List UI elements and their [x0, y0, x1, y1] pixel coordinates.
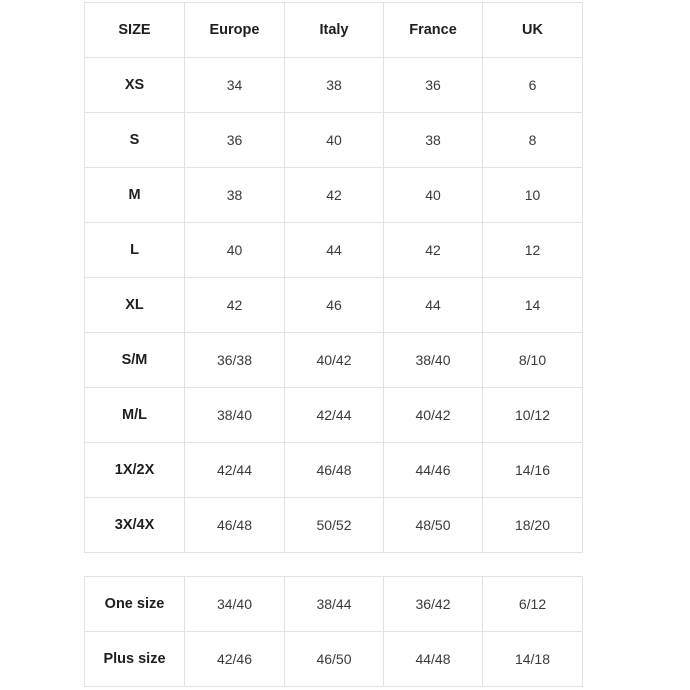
- secondary-size-table: [84, 576, 583, 687]
- cell-size: 3X/4X: [85, 498, 185, 553]
- table-row: [85, 333, 583, 388]
- table-row: [85, 498, 583, 553]
- table-row: [85, 443, 583, 498]
- table-row: [85, 388, 583, 443]
- cell-france: 36: [384, 58, 483, 113]
- table-row: [85, 223, 583, 278]
- column-header-france: France: [384, 3, 483, 58]
- cell-italy: 42: [285, 168, 384, 223]
- cell-uk: 18/20: [483, 498, 583, 553]
- cell-france: 48/50: [384, 498, 483, 553]
- cell-france: 42: [384, 223, 483, 278]
- cell-france: 44: [384, 278, 483, 333]
- cell-uk: 14: [483, 278, 583, 333]
- cell-france: 36/42: [384, 577, 483, 632]
- cell-europe: 38: [185, 168, 285, 223]
- cell-size: S: [85, 113, 185, 168]
- cell-uk: 14/18: [483, 632, 583, 687]
- cell-uk: 8/10: [483, 333, 583, 388]
- cell-size: One size: [85, 577, 185, 632]
- cell-europe: 38/40: [185, 388, 285, 443]
- cell-france: 38: [384, 113, 483, 168]
- table-row: [85, 58, 583, 113]
- cell-europe: 42/44: [185, 443, 285, 498]
- primary-size-table-wrapper: [84, 2, 582, 553]
- cell-italy: 50/52: [285, 498, 384, 553]
- cell-france: 40: [384, 168, 483, 223]
- secondary-size-table-wrapper: [84, 576, 582, 687]
- cell-size: XS: [85, 58, 185, 113]
- cell-france: 44/46: [384, 443, 483, 498]
- cell-uk: 10/12: [483, 388, 583, 443]
- cell-uk: 10: [483, 168, 583, 223]
- table-row: [85, 577, 583, 632]
- cell-size: S/M: [85, 333, 185, 388]
- cell-italy: 40: [285, 113, 384, 168]
- column-header-italy: Italy: [285, 3, 384, 58]
- cell-france: 44/48: [384, 632, 483, 687]
- primary-size-table: [84, 2, 583, 553]
- cell-uk: 6: [483, 58, 583, 113]
- cell-uk: 12: [483, 223, 583, 278]
- primary-table-header: [85, 3, 583, 58]
- cell-size: XL: [85, 278, 185, 333]
- cell-size: M/L: [85, 388, 185, 443]
- secondary-table-body: [85, 577, 583, 687]
- cell-europe: 34/40: [185, 577, 285, 632]
- cell-italy: 38/44: [285, 577, 384, 632]
- cell-italy: 38: [285, 58, 384, 113]
- cell-uk: 14/16: [483, 443, 583, 498]
- primary-table-body: [85, 58, 583, 553]
- cell-italy: 40/42: [285, 333, 384, 388]
- table-row: [85, 113, 583, 168]
- cell-france: 38/40: [384, 333, 483, 388]
- cell-italy: 42/44: [285, 388, 384, 443]
- cell-italy: 46: [285, 278, 384, 333]
- cell-size: 1X/2X: [85, 443, 185, 498]
- cell-europe: 34: [185, 58, 285, 113]
- cell-france: 40/42: [384, 388, 483, 443]
- cell-uk: 6/12: [483, 577, 583, 632]
- cell-europe: 46/48: [185, 498, 285, 553]
- cell-europe: 40: [185, 223, 285, 278]
- cell-italy: 44: [285, 223, 384, 278]
- cell-italy: 46/50: [285, 632, 384, 687]
- cell-size: L: [85, 223, 185, 278]
- cell-europe: 36/38: [185, 333, 285, 388]
- table-row: [85, 168, 583, 223]
- cell-size: Plus size: [85, 632, 185, 687]
- cell-europe: 36: [185, 113, 285, 168]
- cell-italy: 46/48: [285, 443, 384, 498]
- cell-uk: 8: [483, 113, 583, 168]
- table-row: [85, 278, 583, 333]
- cell-europe: 42/46: [185, 632, 285, 687]
- cell-europe: 42: [185, 278, 285, 333]
- column-header-size: SIZE: [85, 3, 185, 58]
- table-header-row: [85, 3, 583, 58]
- table-row: [85, 632, 583, 687]
- column-header-europe: Europe: [185, 3, 285, 58]
- cell-size: M: [85, 168, 185, 223]
- column-header-uk: UK: [483, 3, 583, 58]
